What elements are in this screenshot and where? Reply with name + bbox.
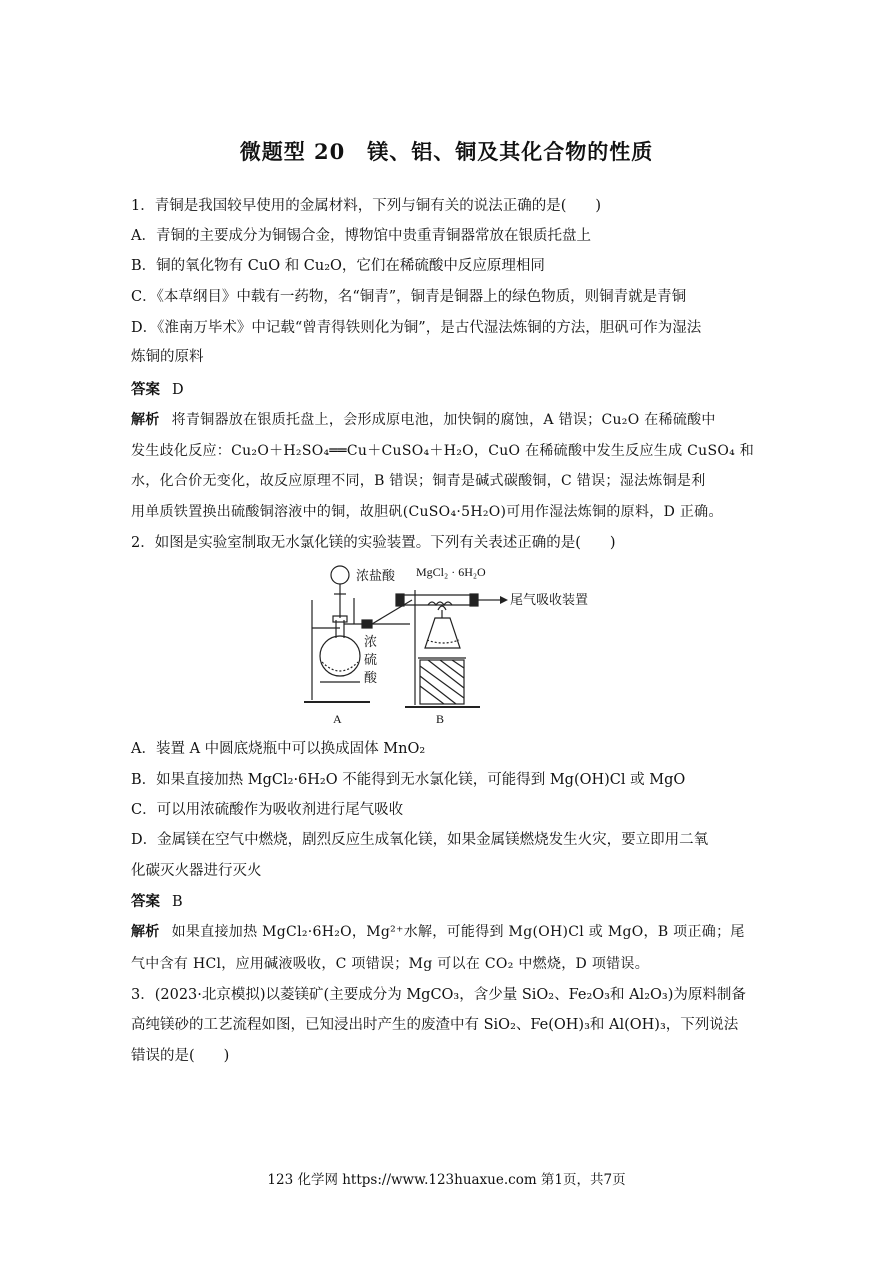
q3-stem-cont: 错误的是( ) (131, 1048, 230, 1064)
q1-option-a: A．青铜的主要成分为铜锡合金，博物馆中贵重青铜器常放在银质托盘上 (131, 228, 591, 244)
q3-stem-cont: 高纯镁砂的工艺流程如图，已知浸出时产生的废渣中有 SiO₂、Fe(OH)₃和 Al(OH)₃，下列说法 (131, 1017, 739, 1033)
q1-analysis-line (131, 410, 763, 430)
page-footer: 123 化学网 https://www.123huaxue.com 第1页，共7页 (267, 1172, 626, 1188)
q2-option-b: B．如果直接加热 MgCl₂·6H₂O 不能得到无水氯化镁，可能得到 Mg(OH)Cl 或 MgO (131, 772, 686, 788)
q2-analysis-line: 气中含有 HCl，应用碱液吸收，C 项错误；Mg 可以在 CO₂ 中燃烧，D 项错误。 (131, 956, 650, 972)
label-h2so4-3: 酸 (364, 670, 378, 685)
answer-value: B (172, 894, 183, 910)
q1-analysis-line: 用单质铁置换出硫酸铜溶液中的铜，故胆矾(CuSO₄·5H₂O)可用作湿法炼铜的原料，D 正确。 (131, 504, 723, 520)
answer-label: 答案 (131, 381, 160, 398)
q2-option-d: D．金属镁在空气中燃烧，剧烈反应生成氧化镁，如果金属镁燃烧发生火灾，要立即用二氧 (131, 832, 709, 848)
answer-label: 答案 (131, 893, 160, 910)
q1-option-d-cont: 炼铜的原料 (131, 349, 204, 365)
round-flask (320, 636, 360, 676)
label-hcl: 浓盐酸 (356, 568, 396, 583)
q2-answer (131, 892, 763, 912)
dropping-funnel (331, 566, 349, 584)
q1-option-c: C．《本草纲目》中载有一药物，名“铜青”，铜青是铜器上的绿色物质，则铜青就是青铜 (131, 289, 687, 305)
label-device-a: A (333, 712, 342, 726)
label-tail-gas: 尾气吸收装置 (510, 592, 589, 607)
analysis-label: 解析 (131, 412, 160, 428)
label-h2so4-2: 硫 (364, 652, 378, 667)
q1-option-d: D．《淮南万毕术》中记载“曾青得铁则化为铜”，是古代湿法炼铜的方法，胆矾可作为湿法 (131, 320, 702, 336)
arrow-icon (500, 596, 508, 604)
analysis-text: 将青铜器放在银质托盘上，会形成原电池，加快铜的腐蚀，A 错误；Cu₂O 在稀硫酸中 (171, 412, 716, 428)
q2-analysis-line (131, 922, 763, 942)
page-title: 微题型 20 镁、铝、铜及其化合物的性质 (239, 139, 654, 164)
alcohol-lamp (425, 618, 460, 648)
q2-option-a: A．装置 A 中圆底烧瓶中可以换成固体 MnO₂ (131, 741, 426, 757)
answer-value: D (172, 382, 184, 398)
q1-stem: 1．青铜是我国较早使用的金属材料，下列与铜有关的说法正确的是( ) (131, 198, 602, 214)
analysis-label: 解析 (131, 924, 160, 940)
q2-stem: 2．如图是实验室制取无水氯化镁的实验装置。下列有关表述正确的是( ) (131, 535, 616, 551)
q3-stem: 3．(2023·北京模拟)以菱镁矿(主要成分为 MgCO₃，含少量 SiO₂、Fe₂O₃和 Al₂O₃)为原料制备 (131, 987, 746, 1003)
label-mgcl2: MgCl₂ · 6H₂O (416, 565, 486, 579)
q1-analysis-line: 发生歧化反应：Cu₂O＋H₂SO₄══Cu＋CuSO₄＋H₂O，CuO 在稀硫酸中发生反应生成 CuSO₄ 和 (131, 443, 755, 459)
q2-option-d-cont: 化碳灭火器进行灭火 (131, 863, 262, 879)
label-h2so4-1: 浓 (364, 634, 378, 649)
analysis-text: 如果直接加热 MgCl₂·6H₂O，Mg²⁺水解，可能得到 Mg(OH)Cl 或 MgO，B 项正确；尾 (171, 924, 745, 940)
q1-option-b: B．铜的氧化物有 CuO 和 Cu₂O，它们在稀硫酸中反应原理相同 (131, 258, 545, 274)
q1-analysis-line: 水，化合价无变化，故反应原理不同，B 错误；铜青是碱式碳酸铜，C 错误；湿法炼铜是利 (131, 473, 706, 489)
q2-option-c: C．可以用浓硫酸作为吸收剂进行尾气吸收 (131, 802, 404, 818)
apparatus-figure (300, 560, 600, 730)
q1-answer (131, 380, 763, 400)
label-device-b: B (436, 712, 445, 726)
